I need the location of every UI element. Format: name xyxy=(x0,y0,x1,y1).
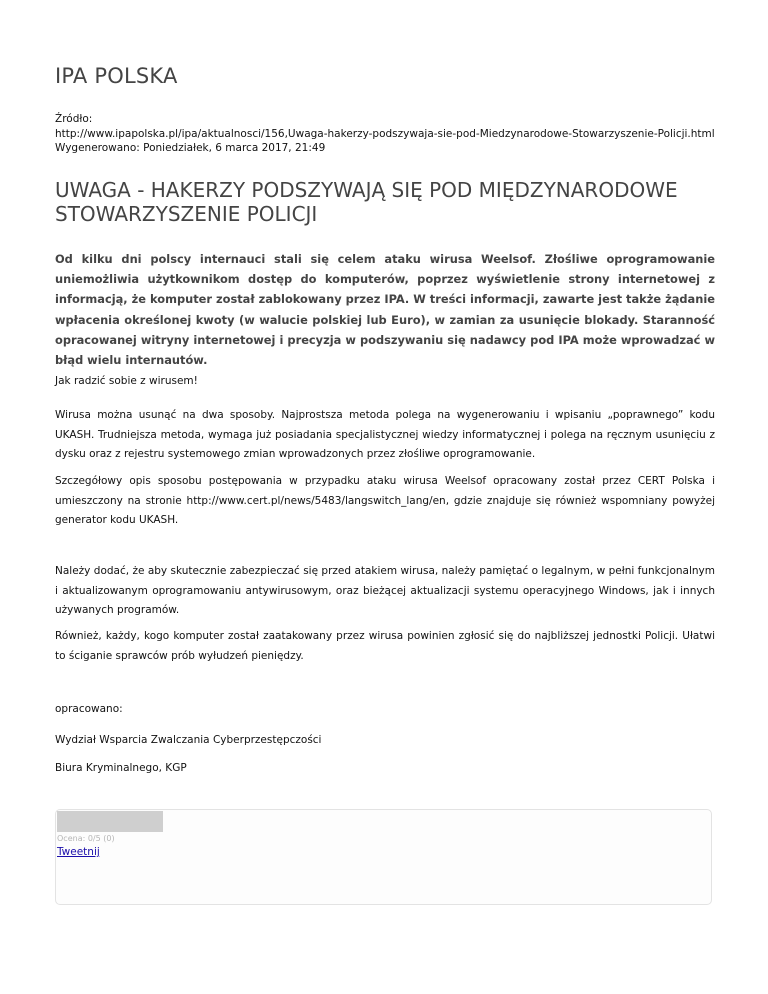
rating-stars[interactable] xyxy=(57,811,163,832)
paragraph-bureau: Biura Kryminalnego, KGP xyxy=(55,762,187,774)
paragraph-cert: Szczegółowy opis sposobu postępowania w przypadku ataku wirusa Weelsof opracowany został przez CERT Polska i umieszczony na stronie http://www.cert.pl/news/5483/langswitch_lang/en, gdzie znajduje się również wspomniany powyżej generator kodu UKASH. xyxy=(55,475,715,526)
paragraph-department: Wydział Wsparcia Zwalczania Cyberprzestępczości xyxy=(55,734,322,746)
source-meta xyxy=(55,112,715,156)
source-url: http://www.ipapolska.pl/ipa/aktualnosci/156,Uwaga-hakerzy-podszywaja-sie-pod-Miedzynarodowe-Stowarzyszenie-Policji.html xyxy=(55,127,715,140)
rating-box xyxy=(55,809,712,905)
article-lead: Od kilku dni polscy internauci stali się celem ataku wirusa Weelsof. Złośliwe oprogramowanie uniemożliwia użytkownikom dostęp do komputerów, poprzez wyświetlenie strony internetowej z informacją, że komputer został zablokowany przez IPA. W treści informacji, zawarte jest także żądanie wpłacenia określonej kwoty (w walucie polskiej lub Euro), w zamian za usunięcie blokady. Staranność opracowanej witryny internetowej i precyzja w podszywaniu się nadawcy pod IPA może wprowadzać w błąd wielu internautów. xyxy=(55,252,715,368)
rating-label: Ocena: 0/5 (0) xyxy=(57,834,115,843)
paragraph-protection: Należy dodać, że aby skutecznie zabezpieczać się przed atakiem wirusa, należy pamiętać o legalnym, w pełni funkcjonalnym i aktualizowanym oprogramowaniu antywirusowym, oraz bieżącej aktualizacji systemu operacyjnego Windows, jak i innych używanych programów. xyxy=(55,565,715,616)
generated-date: Wygenerowano: Poniedziałek, 6 marca 2017, 21:49 xyxy=(55,142,326,154)
article-title: UWAGA - HAKERZY PODSZYWAJĄ SIĘ POD MIĘDZYNARODOWE STOWARZYSZENIE POLICJI xyxy=(55,178,678,226)
paragraph-report: Również, każdy, kogo komputer został zaatakowany przez wirusa powinien zgłosić się do najbliższej jednostki Policji. Ułatwi to ściganie sprawców prób wyłudzeń pieniędzy. xyxy=(55,630,715,662)
tweet-link[interactable]: Tweetnij xyxy=(57,846,100,858)
paragraph-prepared-by: opracowano: xyxy=(55,703,123,715)
paragraph-how-to: Jak radzić sobie z wirusem! xyxy=(55,375,198,387)
source-label: Źródło: xyxy=(55,113,93,125)
paragraph-removal: Wirusa można usunąć na dwa sposoby. Najprostsza metoda polega na wygenerowaniu i wpisaniu „poprawnego” kodu UKASH. Trudniejsza metoda, wymaga już posiadania specjalistycznej wiedzy informatycznej i polega na ręcznym usunięciu z dysku oraz z rejestru systemowego zmian wprowadzonych przez złośliwe oprogramowanie. xyxy=(55,409,715,460)
site-title: IPA POLSKA xyxy=(55,64,178,88)
